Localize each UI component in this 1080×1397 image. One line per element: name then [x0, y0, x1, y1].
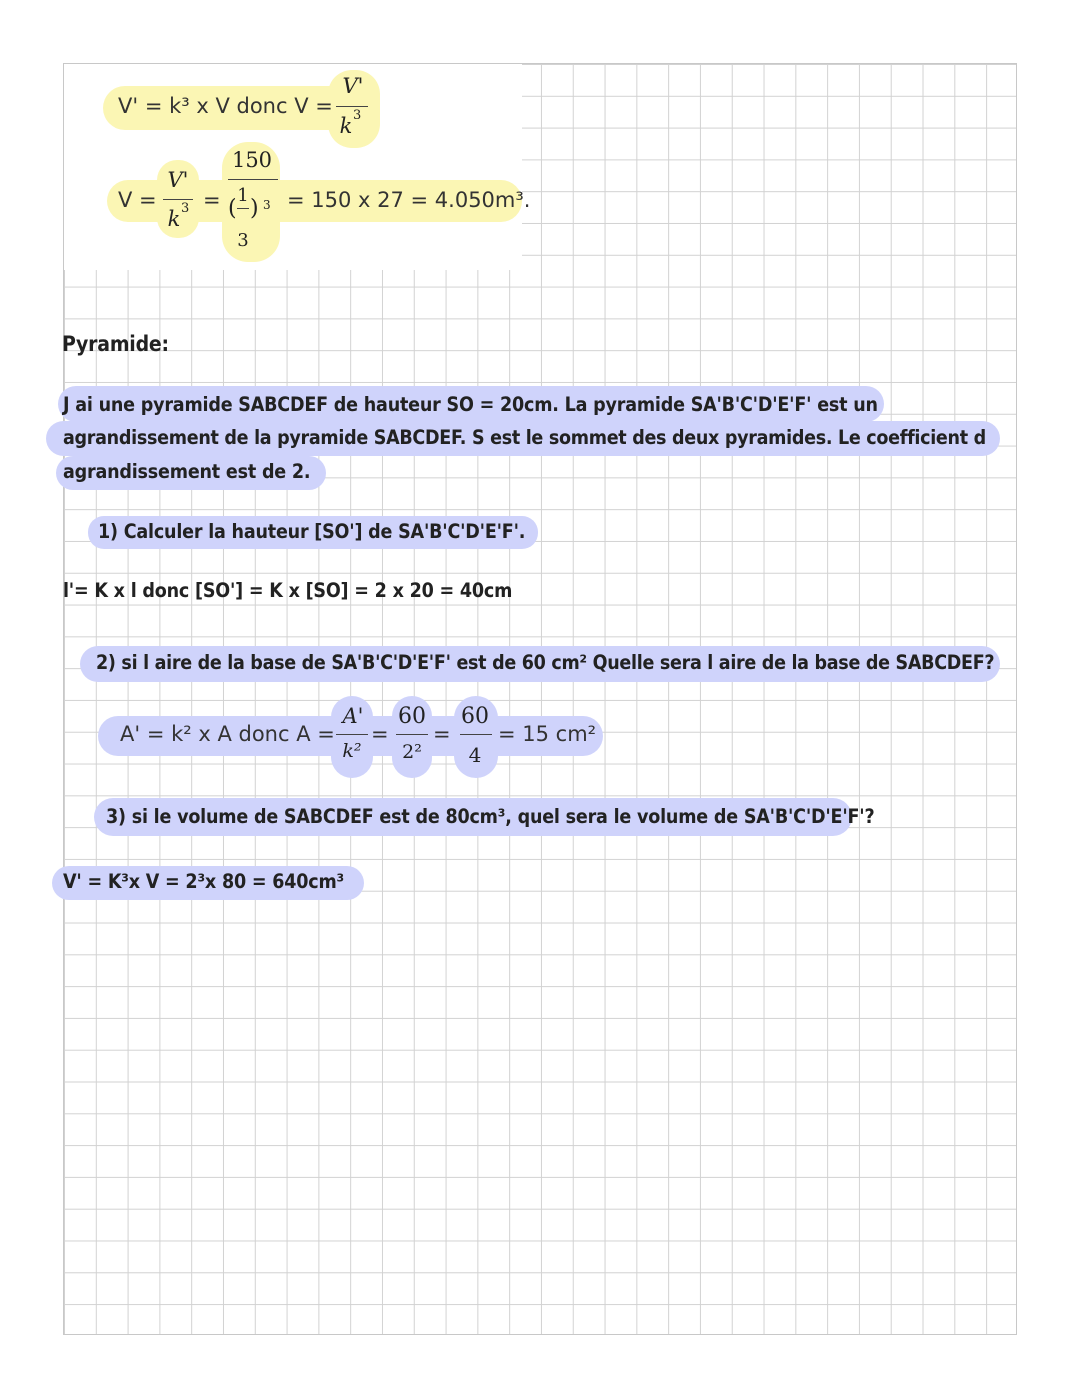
- formula-line2-inner-numerator: 1: [237, 185, 249, 206]
- formula-line2-main-bar: [228, 179, 278, 180]
- formula-line1-denominator: k: [339, 114, 353, 138]
- intro-line-2: agrandissement de la pyramide SABCDEF. S est le sommet des deux pyramides. Le coefficient d: [63, 426, 986, 449]
- q2-frac1-numerator: A': [342, 704, 364, 728]
- formula-line2-frac-denominator: k: [167, 207, 181, 231]
- intro-line-1: J ai une pyramide SABCDEF de hauteur SO = 20cm. La pyramide SA'B'C'D'E'F' est un: [63, 393, 878, 416]
- formula-line2-frac-numerator: V': [167, 168, 189, 192]
- q2-frac2-denominator: 2²: [402, 741, 422, 763]
- formula-line2-open-paren: (: [228, 196, 237, 221]
- q2-frac1-bar: [336, 734, 368, 735]
- q2-result: = 15 cm²: [498, 722, 597, 746]
- formula-line2-inner-denominator: 3: [237, 230, 249, 251]
- q2-formula-lhs: A' = k² x A donc A =: [120, 722, 335, 746]
- q2-frac3-denominator: 4: [468, 743, 482, 767]
- formula-line2-equals: =: [203, 188, 221, 212]
- formula-line1-numerator: V': [342, 74, 364, 98]
- q3-answer: V' = K³x V = 2³x 80 = 640cm³: [63, 870, 345, 893]
- q3-question: 3) si le volume de SABCDEF est de 80cm³, quel sera le volume de SA'B'C'D'E'F'?: [106, 805, 875, 828]
- q2-frac1-denominator: k²: [342, 740, 362, 762]
- q1-question: 1) Calculer la hauteur [SO'] de SA'B'C'D'E'F'.: [98, 520, 526, 543]
- q2-equals-2: =: [433, 722, 451, 746]
- formula-line2-exponent: 3: [263, 198, 271, 212]
- intro-line-3: agrandissement est de 2.: [63, 460, 311, 483]
- formula-line1-denominator-exponent: 3: [353, 108, 362, 123]
- section-title: Pyramide:: [62, 332, 169, 356]
- q2-frac3-numerator: 60: [461, 704, 489, 729]
- formula-line2-frac-bar: [163, 199, 193, 200]
- q2-question: 2) si l aire de la base de SA'B'C'D'E'F' est de 60 cm² Quelle sera l aire de la base de SABCDEF?: [96, 651, 995, 674]
- formula-line2-result: = 150 x 27 = 4.050m³.: [287, 188, 531, 212]
- formula-line2-frac-denominator-exponent: 3: [181, 201, 190, 216]
- formula-line2-close-paren: ): [250, 196, 259, 221]
- q2-frac3-bar: [460, 734, 492, 735]
- q2-equals-1: =: [371, 722, 389, 746]
- formula-line2-inner-bar: [237, 208, 249, 209]
- formula-line2-numerator: 150: [231, 148, 273, 172]
- formula-line2-lhs: V =: [118, 188, 157, 212]
- formula-line1-fraction-bar: [336, 106, 368, 107]
- formula-line1-lhs: V' = k³ x V donc V =: [118, 94, 333, 118]
- q2-frac2-numerator: 60: [398, 704, 426, 729]
- q1-answer: l'= K x l donc [SO'] = K x [SO] = 2 x 20 = 40cm: [63, 579, 513, 602]
- q2-frac2-bar: [396, 734, 428, 735]
